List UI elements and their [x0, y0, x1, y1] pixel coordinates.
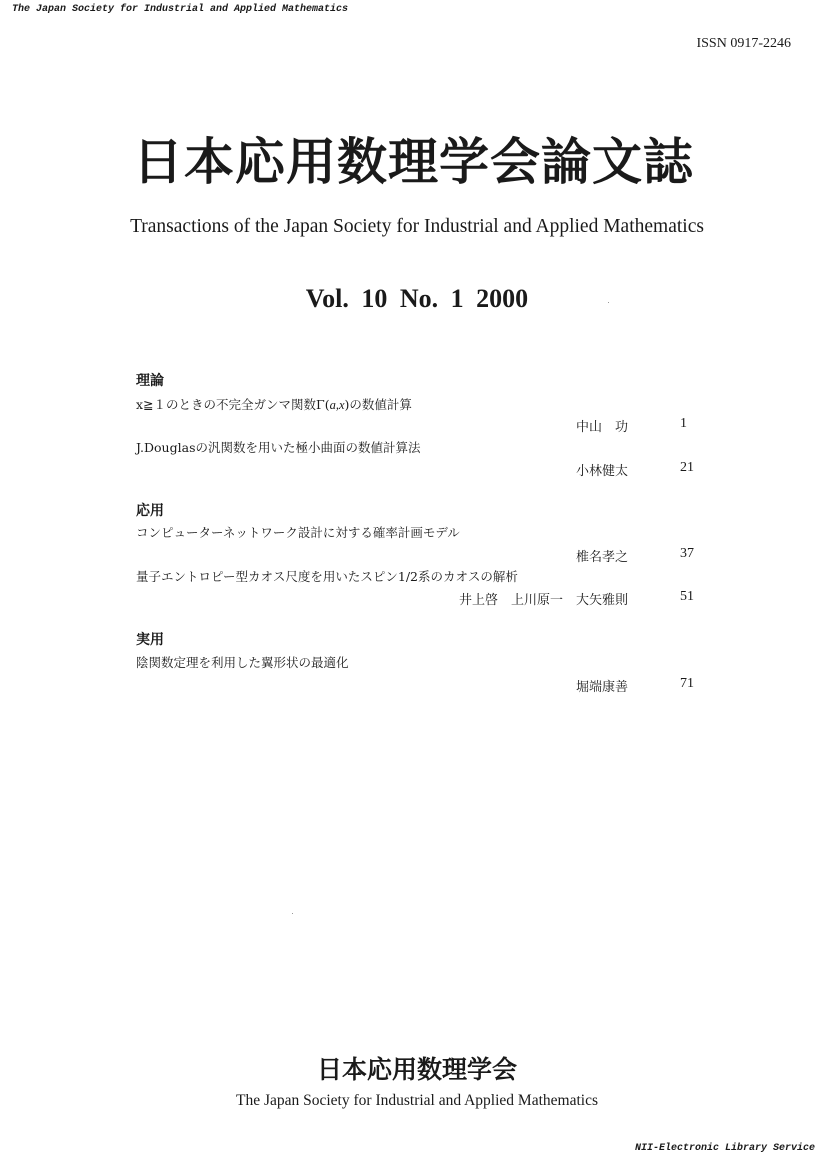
article-page-number: 21 — [680, 460, 694, 475]
article-title-math: a,x — [329, 398, 345, 412]
article-title-pre: x≧１のときの不完全ガンマ関数Γ( — [136, 397, 330, 412]
section-heading-application: 応用 — [136, 503, 164, 519]
header-source-note: The Japan Society for Industrial and Applied Mathematics — [12, 4, 349, 15]
article-page-number: 71 — [680, 676, 694, 691]
article-authors: 中山 功 — [575, 420, 628, 435]
footer-library-note: NII-Electronic Library Service — [634, 1143, 815, 1154]
scan-speck — [292, 913, 293, 914]
scan-speck — [608, 302, 609, 303]
article-page-number: 37 — [680, 546, 694, 561]
journal-title-japanese: 日本応用数理学会論文誌 — [133, 132, 694, 191]
article-authors: 堀端康善 — [575, 680, 628, 695]
article-authors: 椎名孝之 — [575, 550, 628, 565]
article-page-number: 1 — [680, 416, 687, 431]
society-name-english: The Japan Society for Industrial and Applied Mathematics — [235, 1092, 598, 1109]
volume-issue-year: Vol. 10 No. 1 2000 — [305, 284, 529, 313]
article-title[interactable] — [136, 395, 412, 413]
journal-title-english: Transactions of the Japan Society for Industrial and Applied Mathematics — [130, 216, 704, 237]
issn-number: ISSN 0917-2246 — [696, 36, 791, 51]
article-title[interactable]: J.Douglasの汎関数を用いた極小曲面の数値計算法 — [136, 440, 421, 455]
article-title[interactable]: コンピューターネットワーク設計に対する確率計画モデル — [136, 525, 460, 540]
section-heading-practice: 実用 — [136, 632, 164, 648]
article-title-post: )の数値計算 — [344, 397, 412, 412]
society-name-japanese: 日本応用数理学会 — [316, 1055, 517, 1084]
article-page-number: 51 — [680, 589, 694, 604]
article-authors: 小林健太 — [575, 464, 628, 479]
article-authors: 井上啓 上川原一 大矢雅則 — [458, 593, 628, 608]
article-title[interactable]: 陰関数定理を利用した翼形状の最適化 — [136, 655, 349, 670]
section-heading-theory: 理論 — [136, 373, 164, 389]
article-title[interactable]: 量子エントロピー型カオス尺度を用いたスピン1/2系のカオスの解析 — [136, 569, 518, 584]
